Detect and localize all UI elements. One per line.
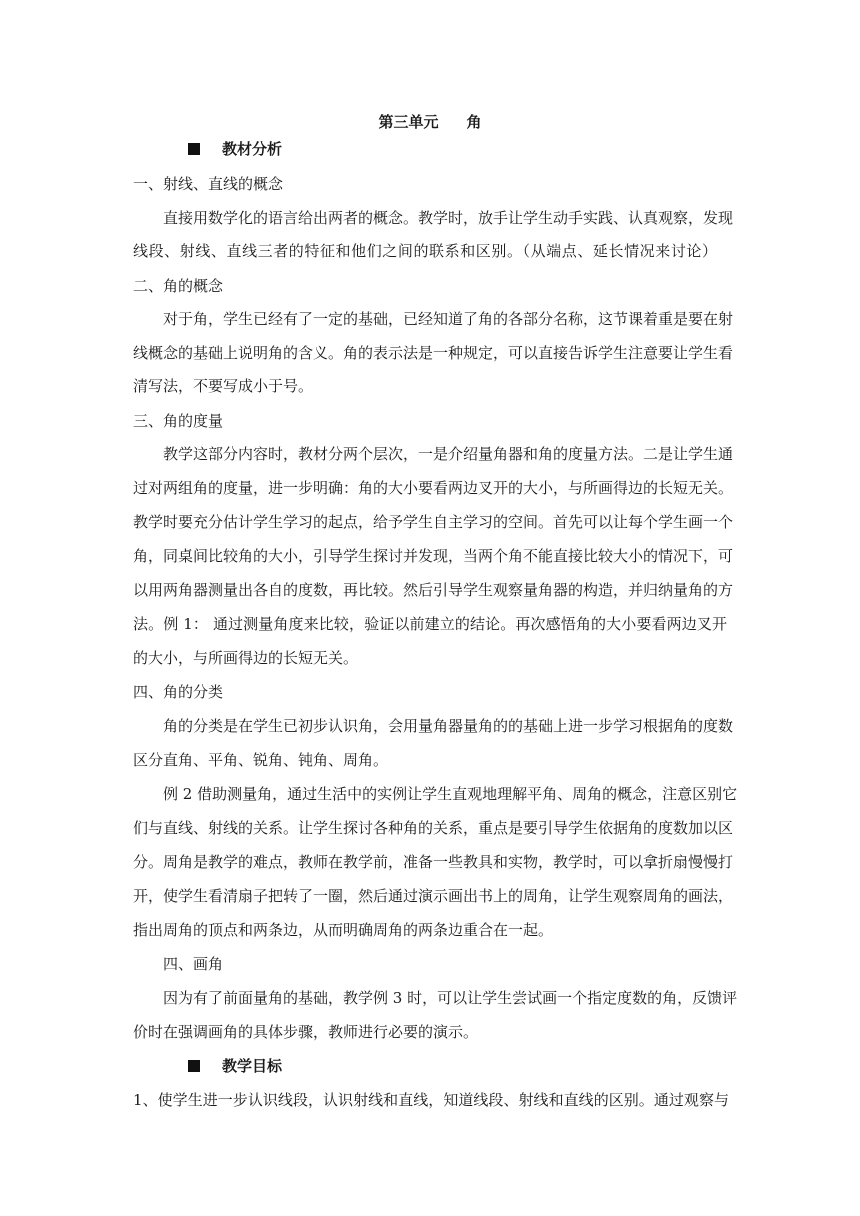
subheading: 四、角的分类 xyxy=(133,683,224,701)
subheading: 三、角的度量 xyxy=(133,412,224,430)
paragraph-line: 教学时要充分估计学生学习的起点，给予学生自主学习的空间。首先可以让每个学生画一个 xyxy=(133,513,734,531)
goal-line: 1、使学生进一步认识线段，认识射线和直线，知道线段、射线和直线的区别。通过观察与 xyxy=(133,1091,729,1109)
paragraph-line: 区分直角、平角、锐角、钝角、周角。 xyxy=(133,751,389,769)
paragraph-line: 们与直线、射线的关系。让学生探讨各种角的关系，重点是要引导学生依据角的度数加以区 xyxy=(133,819,734,837)
section-heading-text: 教材分析 xyxy=(222,140,283,158)
black-square-icon xyxy=(188,1060,200,1072)
paragraph-line: 过对两组角的度量，进一步明确：角的大小要看两边叉开的大小，与所画得边的长短无关。 xyxy=(133,479,734,497)
subheading: 四、画角 xyxy=(163,955,224,973)
subheading: 一、射线、直线的概念 xyxy=(133,175,284,193)
paragraph-line: 直接用数学化的语言给出两者的概念。教学时，放手让学生动手实践、认真观察，发现 xyxy=(163,209,734,227)
paragraph-line: 法。例 1： 通过测量角度来比较，验证以前建立的结论。再次感悟角的大小要看两边叉开 xyxy=(133,615,727,633)
paragraph-line: 以用两角器测量出各自的度数，再比较。然后引导学生观察量角器的构造，并归纳量角的方 xyxy=(133,581,734,599)
subheading: 二、角的概念 xyxy=(133,277,224,295)
paragraph-line: 角的分类是在学生已初步认识角，会用量角器量角的的基础上进一步学习根据角的度数 xyxy=(163,717,734,735)
black-square-icon xyxy=(188,143,200,155)
paragraph-line: 开，使学生看清扇子把转了一圈，然后通过演示画出书上的周角，让学生观察周角的画法， xyxy=(133,887,734,905)
paragraph-line: 指出周角的顶点和两条边，从而明确周角的两条边重合在一起。 xyxy=(133,921,554,939)
paragraph-line: 例 2 借助测量角，通过生活中的实例让学生直观地理解平角、周角的概念，注意区别它 xyxy=(163,785,738,803)
paragraph-line: 线概念的基础上说明角的含义。角的表示法是一种规定，可以直接告诉学生注意要让学生看 xyxy=(133,344,734,362)
page-title xyxy=(0,112,860,132)
paragraph-line: 价时在强调画角的具体步骤，教师进行必要的演示。 xyxy=(133,1023,479,1041)
section-heading-goals xyxy=(188,1056,282,1076)
paragraph-line: 教学这部分内容时，教材分两个层次，一是介绍量角器和角的度量方法。二是让学生通 xyxy=(163,445,734,463)
paragraph-line: 线段、射线、直线三者的特征和他们之间的联系和区别。（从端点、延长情况来讨论） xyxy=(133,242,717,260)
title-topic: 角 xyxy=(466,113,482,131)
section-heading-analysis xyxy=(188,139,282,159)
paragraph-line: 清写法，不要写成小于号。 xyxy=(133,377,314,395)
paragraph-line: 的大小，与所画得边的长短无关。 xyxy=(133,649,359,667)
paragraph-line: 角，同桌间比较角的大小，引导学生探讨并发现，当两个角不能直接比较大小的情况下，可 xyxy=(133,547,734,565)
paragraph-line: 因为有了前面量角的基础，教学例 3 时，可以让学生尝试画一个指定度数的角，反馈评 xyxy=(163,989,738,1007)
paragraph-line: 分。周角是教学的难点，教师在教学前，准备一些教具和实物，教学时，可以拿折扇慢慢打 xyxy=(133,853,734,871)
paragraph-line: 对于角，学生已经有了一定的基础，已经知道了角的各部分名称，这节课着重是要在射 xyxy=(163,310,734,328)
title-unit: 第三单元 xyxy=(378,113,439,131)
section-heading-text: 教学目标 xyxy=(222,1057,283,1075)
